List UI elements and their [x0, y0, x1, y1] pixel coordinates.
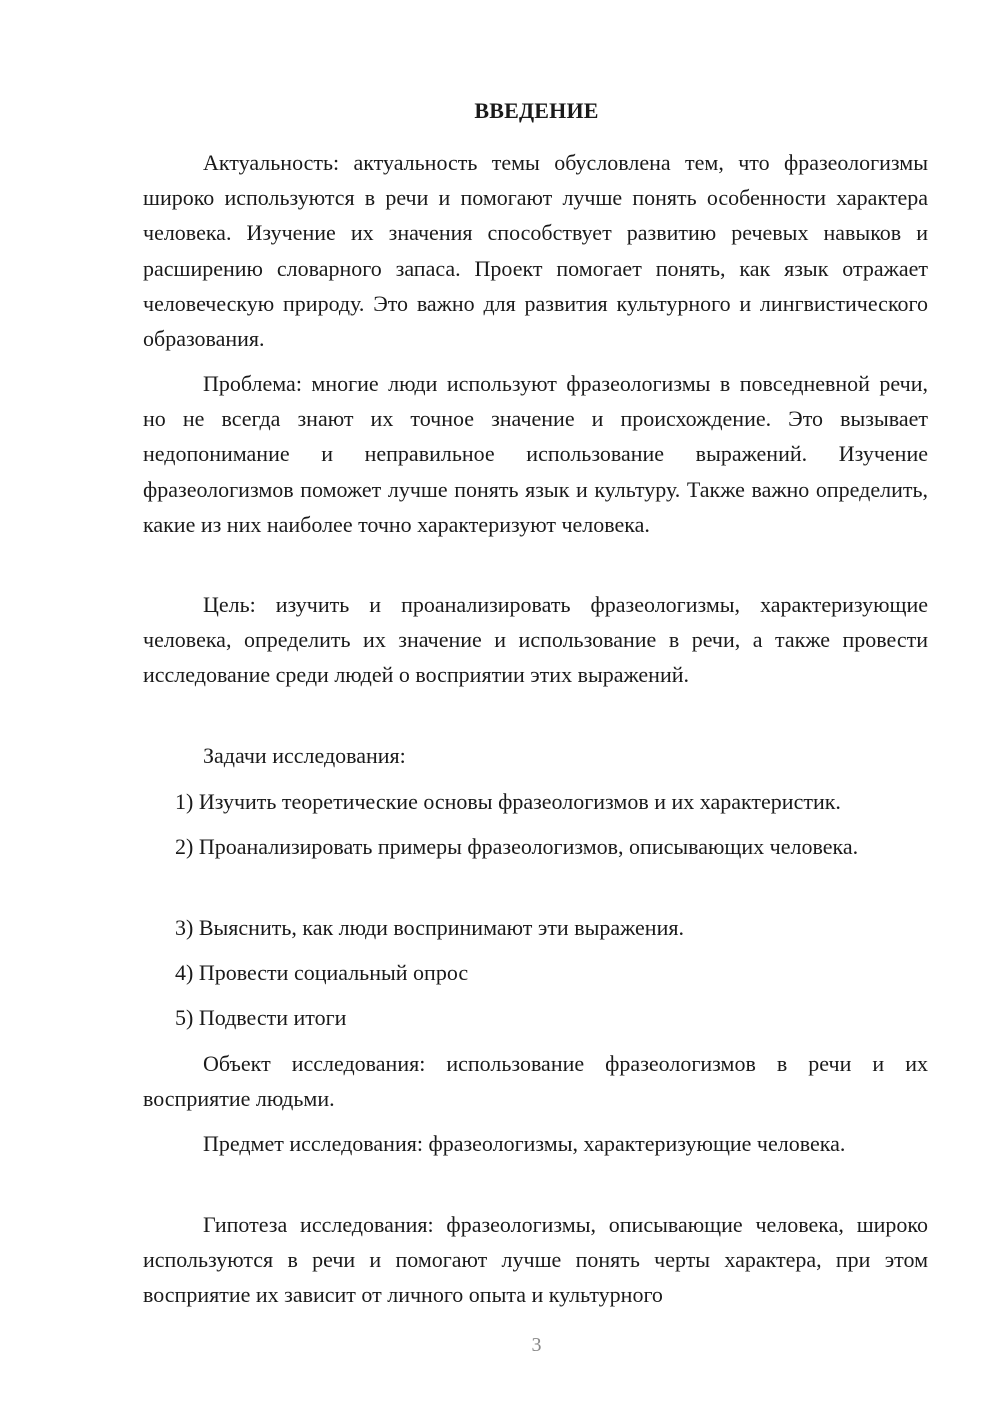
task-item-5-text: 5) Подвести итоги [175, 1005, 347, 1030]
task-item-2 [143, 829, 928, 864]
paragraph-goal [143, 587, 928, 693]
paragraph-subject-text: Предмет исследования: фразеологизмы, характеризующие человека. [203, 1131, 846, 1156]
paragraph-relevance [143, 145, 928, 356]
task-item-3-text: 3) Выяснить, как люди воспринимают эти выражения. [175, 915, 684, 940]
paragraph-problem [143, 366, 928, 542]
task-item-4 [143, 955, 928, 990]
paragraph-object-text: Объект исследования: использование фразеологизмов в речи и их восприятие людьми. [143, 1051, 928, 1112]
tasks-heading-text: Задачи исследования: [203, 743, 406, 768]
task-item-4-text: 4) Провести социальный опрос [175, 960, 469, 985]
paragraph-hypothesis-text: Гипотеза исследования: фразеологизмы, описывающие человека, широко используются в речи и помогают лучше понять черты характера, при этом восприятие их зависит от личного опыта и культурного [143, 1212, 928, 1308]
paragraph-problem-text: Проблема: многие люди используют фразеологизмы в повседневной речи, но не всегда знают их точное значение и происхождение. Это вызывает недопонимание и неправильное использование выражений. Изучение фразеологизмов поможет лучше понять язык и культуру. Также важно определить, какие из них наиболее точно характеризуют человека. [143, 371, 928, 537]
paragraph-hypothesis [143, 1207, 928, 1313]
task-item-3 [143, 910, 928, 945]
task-item-2-text: 2) Проанализировать примеры фразеологизмов, описывающих человека. [175, 834, 859, 859]
task-item-1-text: 1) Изучить теоретические основы фразеологизмов и их характеристик. [175, 789, 841, 814]
task-item-5 [143, 1000, 928, 1035]
paragraph-goal-text: Цель: изучить и проанализировать фразеологизмы, характеризующие человека, определить их значение и использование в речи, а также провести исследование среди людей о восприятии этих выражений. [143, 592, 928, 688]
paragraph-relevance-text: Актуальность: актуальность темы обусловлена тем, что фразеологизмы широко используются в речи и помогают лучше понять особенности характера человека. Изучение их значения способствует развитию речевых навыков и расширению словарного запаса. Проект помогает понять, как язык отражает человеческую природу. Это важно для развития культурного и лингвистического образования. [143, 150, 928, 352]
page-number: 3 [531, 1334, 542, 1356]
page-title: ВВЕДЕНИЕ [474, 98, 599, 123]
paragraph-subject [143, 1126, 928, 1161]
paragraph-object [143, 1046, 928, 1116]
tasks-heading [143, 738, 928, 773]
task-item-1 [143, 784, 928, 819]
